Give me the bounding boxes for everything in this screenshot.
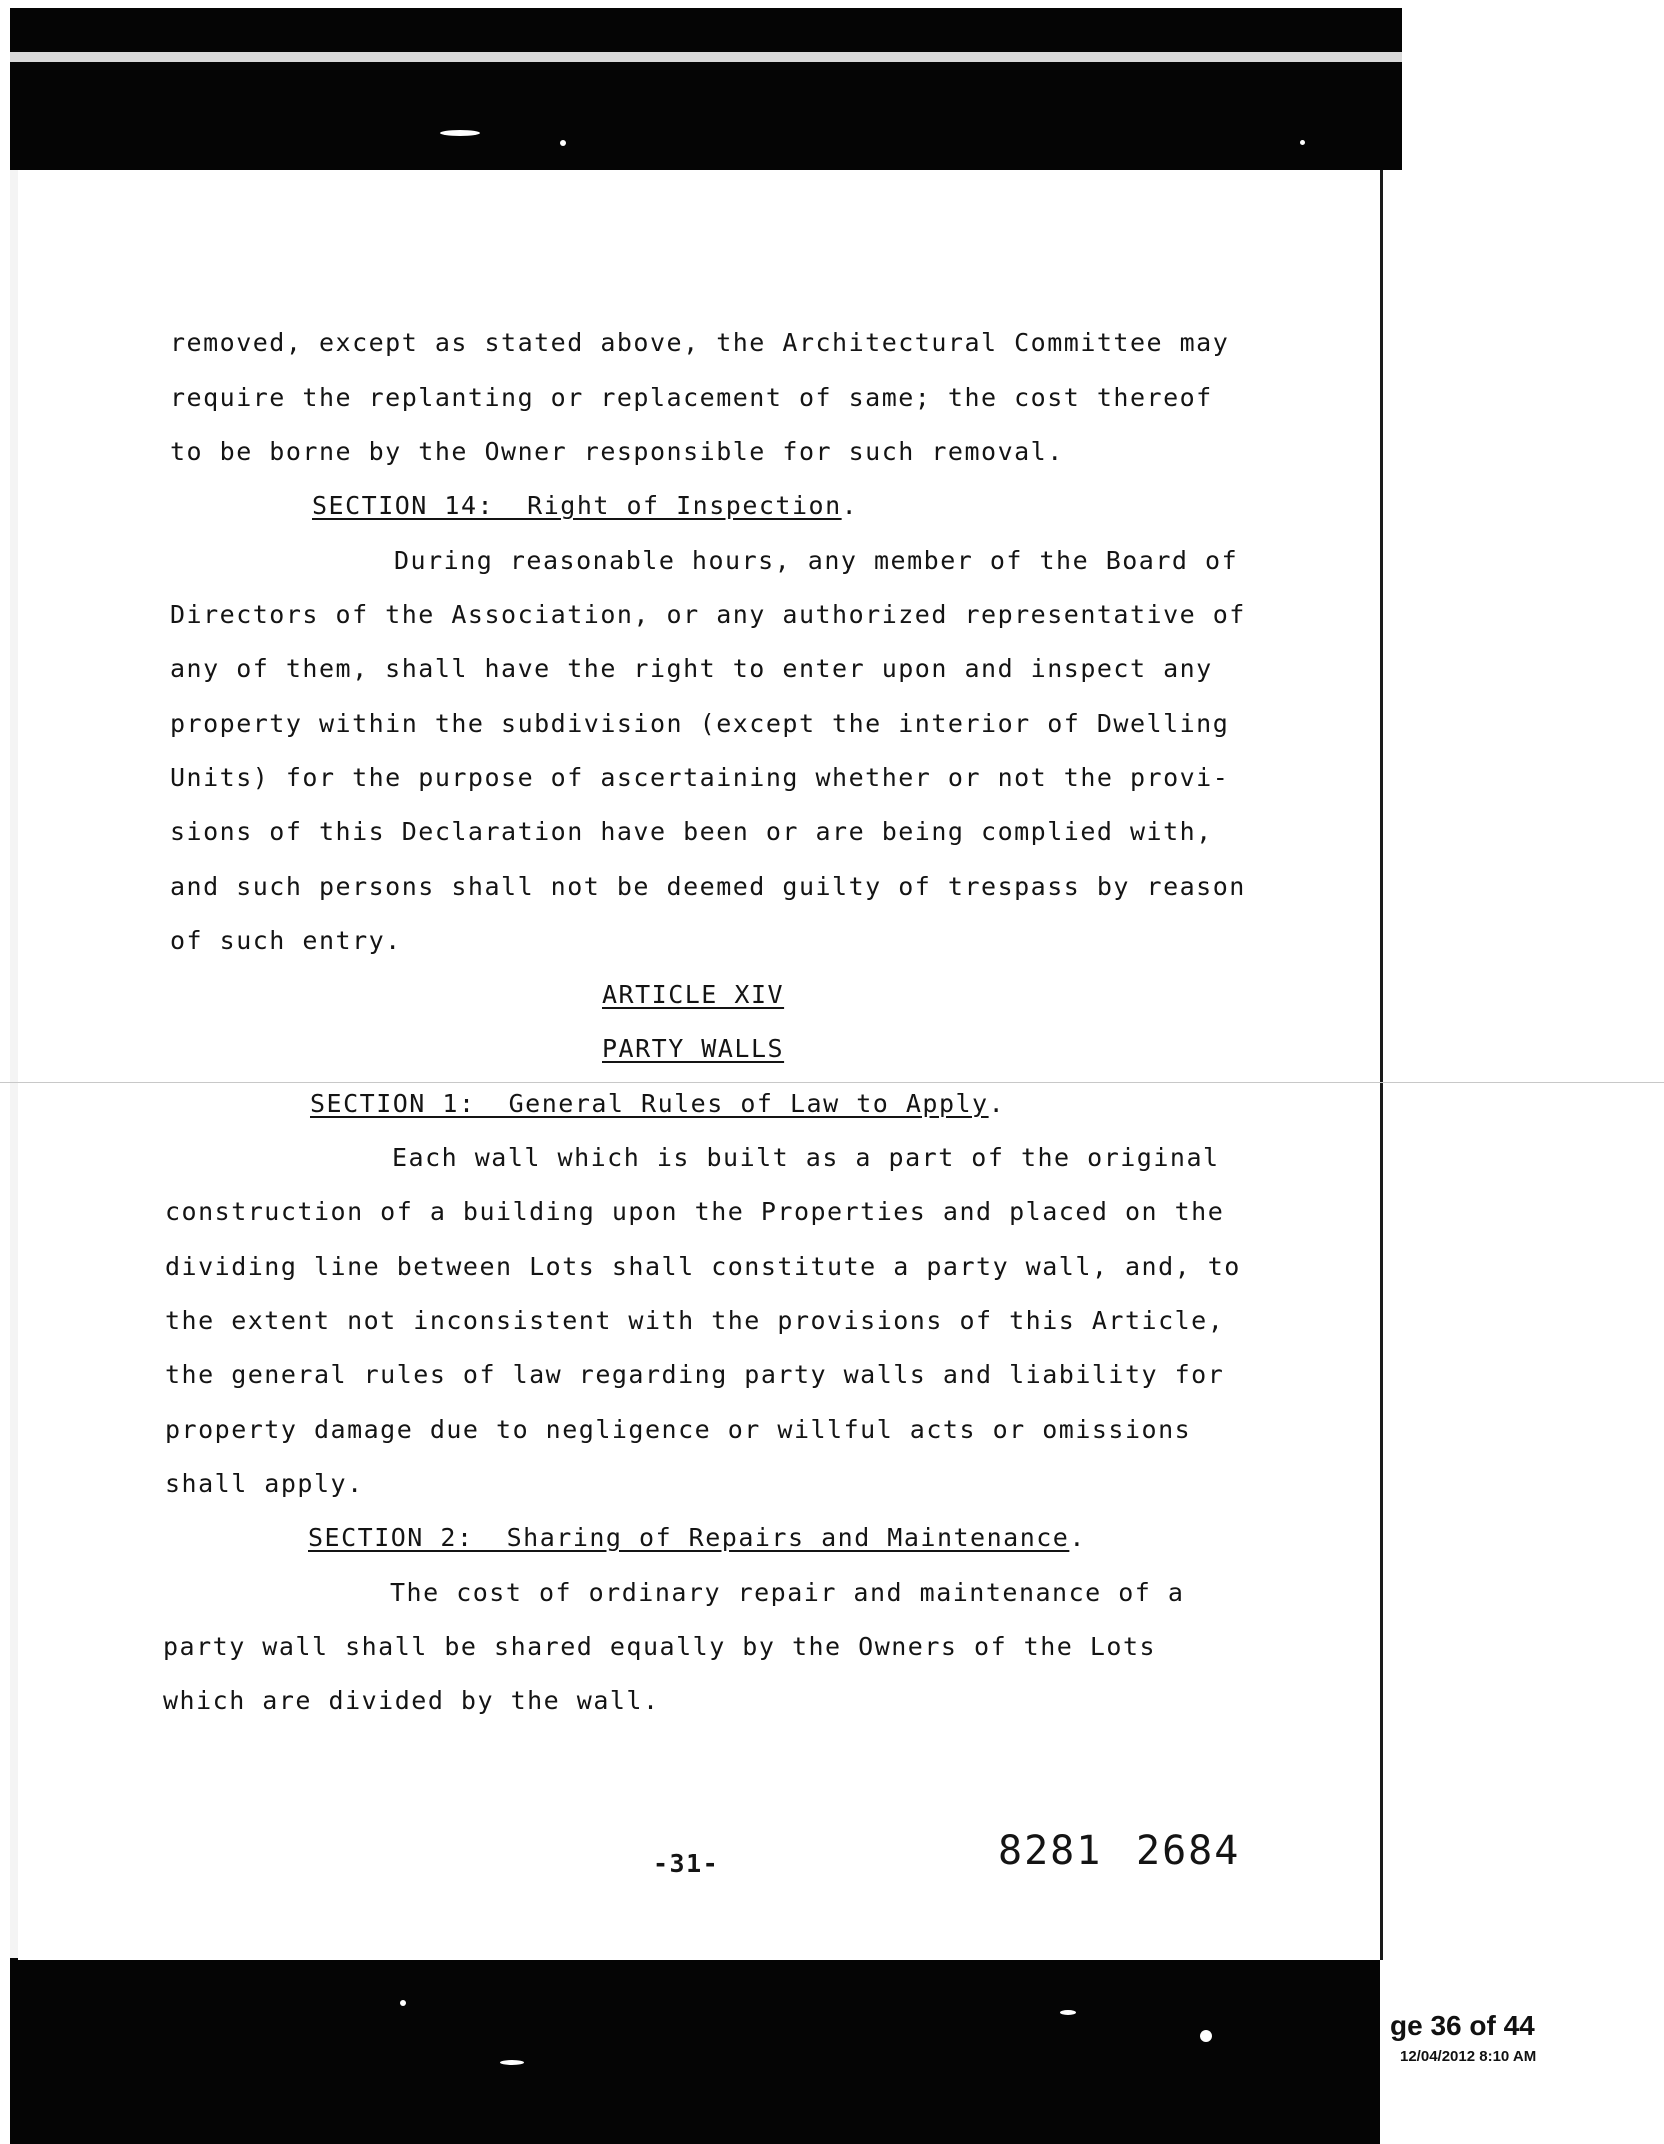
body-line: During reasonable hours, any member of the Board of xyxy=(394,546,1239,575)
viewer-timestamp: 12/04/2012 8:10 AM xyxy=(1400,2048,1537,2065)
body-line: require the replanting or replacement of same; the cost thereof xyxy=(170,383,1213,412)
body-line: Each wall which is built as a part of the original xyxy=(392,1143,1220,1172)
scan-speck xyxy=(1060,2010,1076,2015)
body-line: property damage due to negligence or willful acts or omissions xyxy=(165,1415,1192,1444)
body-line: shall apply. xyxy=(165,1469,364,1498)
scan-fold-line xyxy=(0,1082,1664,1083)
body-line: of such entry. xyxy=(170,926,402,955)
section-2-heading-text: SECTION 2: Sharing of Repairs and Maintenance xyxy=(308,1523,1070,1552)
scan-speck xyxy=(440,130,480,136)
article-number: ARTICLE XIV xyxy=(602,980,785,1009)
section-1-heading-text: SECTION 1: General Rules of Law to Apply xyxy=(310,1089,989,1118)
body-line: and such persons shall not be deemed guilty of trespass by reason xyxy=(170,872,1246,901)
recording-page-number: 2684 xyxy=(1136,1828,1241,1874)
section-1-heading-suffix: . xyxy=(988,1089,1006,1118)
scan-speck xyxy=(400,2000,406,2006)
body-line: Units) for the purpose of ascertaining whether or not the provi- xyxy=(170,763,1230,792)
recording-book-number: 8281 xyxy=(998,1828,1103,1874)
scan-speck xyxy=(1200,2030,1212,2042)
scan-left-border xyxy=(10,170,18,1970)
section-14-heading xyxy=(312,491,858,521)
article-title: PARTY WALLS xyxy=(602,1034,785,1063)
scan-bottom-border xyxy=(10,1958,1402,2144)
scan-top-border xyxy=(10,8,1402,178)
section-2-heading xyxy=(308,1523,1086,1553)
section-14-heading-suffix: . xyxy=(841,491,859,520)
body-line: the extent not inconsistent with the provisions of this Article, xyxy=(165,1306,1225,1335)
body-line: to be borne by the Owner responsible for such removal. xyxy=(170,437,1064,466)
body-line: which are divided by the wall. xyxy=(163,1686,660,1715)
viewer-page-indicator: ge 36 of 44 xyxy=(1386,2010,1539,2042)
body-line: dividing line between Lots shall constitute a party wall, and, to xyxy=(165,1252,1241,1281)
body-line: construction of a building upon the Properties and placed on the xyxy=(165,1197,1225,1226)
body-line: property within the subdivision (except the interior of Dwelling xyxy=(170,709,1230,738)
body-line: sions of this Declaration have been or are being complied with, xyxy=(170,817,1213,846)
body-line: Directors of the Association, or any authorized representative of xyxy=(170,600,1246,629)
document-page-number: -31- xyxy=(653,1849,720,1878)
scan-top-strip xyxy=(10,52,1402,62)
scan-right-edge xyxy=(1380,170,1405,1960)
body-line: party wall shall be shared equally by the Owners of the Lots xyxy=(163,1632,1157,1661)
section-14-heading-text: SECTION 14: Right of Inspection xyxy=(312,491,842,520)
body-line: the general rules of law regarding party walls and liability for xyxy=(165,1360,1225,1389)
scan-speck xyxy=(1300,140,1305,145)
body-line: removed, except as stated above, the Architectural Committee may xyxy=(170,328,1230,357)
body-line: The cost of ordinary repair and maintenance of a xyxy=(390,1578,1185,1607)
scan-speck xyxy=(500,2060,524,2065)
section-2-heading-suffix: . xyxy=(1069,1523,1086,1552)
section-1-heading xyxy=(310,1089,1005,1119)
scan-speck xyxy=(560,140,566,146)
body-line: any of them, shall have the right to enter upon and inspect any xyxy=(170,654,1213,683)
